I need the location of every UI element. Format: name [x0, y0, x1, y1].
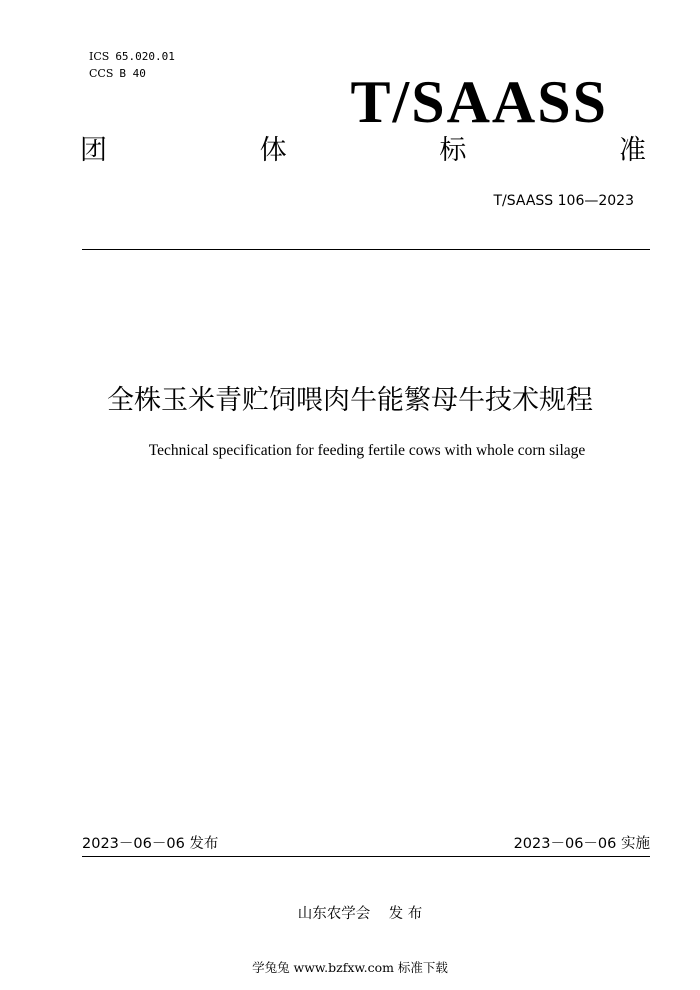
- standard-number: T/SAASS 106—2023: [493, 193, 634, 209]
- ics-label: ICS: [89, 50, 110, 63]
- standard-type-char: 体: [259, 135, 287, 166]
- organization-mark: T/SAASS: [350, 69, 608, 135]
- standard-type: [80, 134, 646, 168]
- document-title-english: Technical specification for feeding fertile cows with whole corn silage: [148, 442, 586, 459]
- implementation-date: 2023－06－06 实施: [513, 836, 650, 852]
- ccs-label: CCS: [89, 67, 114, 80]
- ics-code: 65.020.01: [115, 50, 175, 63]
- publisher: 山东农学会 发 布: [297, 906, 423, 922]
- standard-type-char: 团: [80, 135, 107, 166]
- ccs-code: B 40: [119, 67, 146, 80]
- release-date: 2023－06－06 发布: [82, 836, 219, 852]
- watermark-link[interactable]: 学兔兔 www.bzfxw.com 标准下载: [252, 960, 448, 975]
- document-title-chinese: 全株玉米青贮饲喂肉牛能繁母牛技术规程: [107, 385, 593, 416]
- ccs-classification: [82, 53, 146, 81]
- header-divider: [82, 249, 650, 250]
- standard-type-char: 标: [439, 135, 467, 166]
- standard-type-char: 准: [618, 135, 646, 166]
- footer-divider: [82, 856, 650, 857]
